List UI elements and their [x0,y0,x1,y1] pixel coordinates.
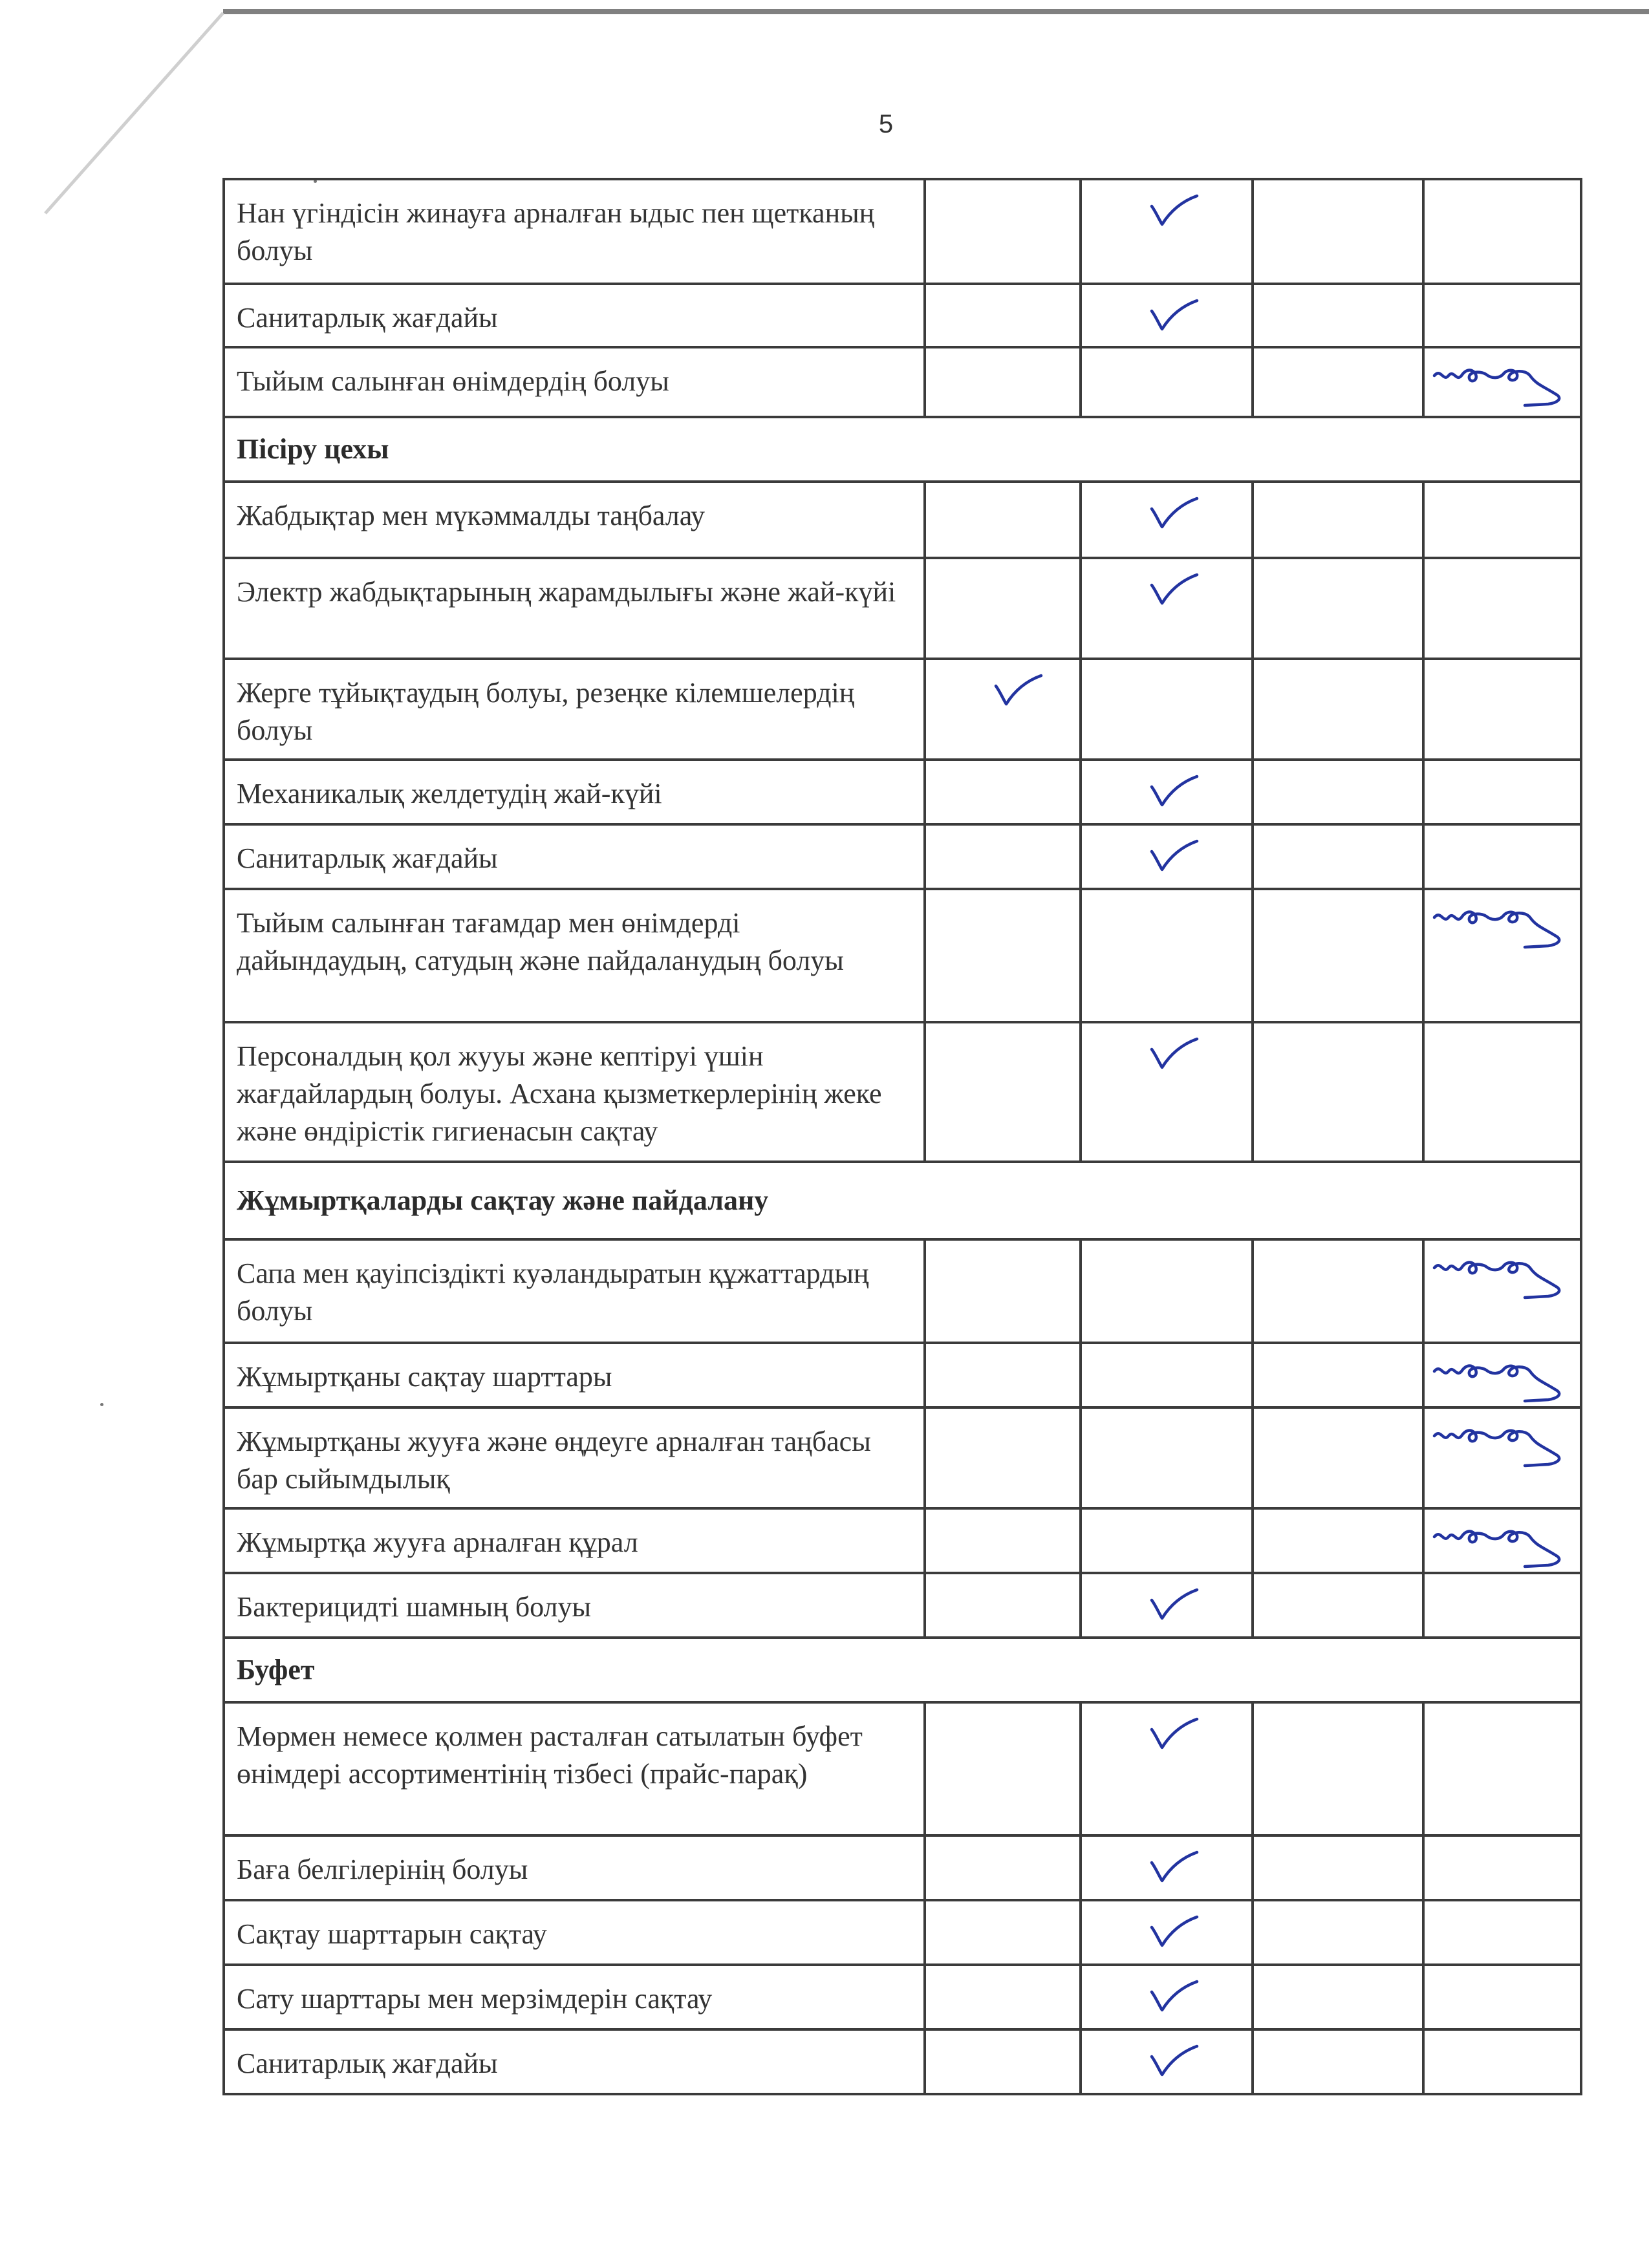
mark-cell-col-3 [1253,482,1423,558]
mark-cell-col-3 [1253,1835,1423,1900]
mark-cell-col-2 [1081,824,1253,889]
check-mark-icon [1147,1848,1205,1897]
criterion-cell: Жабдықтар мен мүкәммалды таңбалау [224,482,925,558]
mark-cell-col-3 [1253,889,1423,1022]
criterion-cell: Механикалық желдетудің жай-күйі [224,760,925,824]
mark-cell-col-3 [1253,1239,1423,1343]
mark-cell-col-2 [1081,1965,1253,2029]
mark-cell-col-2 [1081,889,1253,1022]
mark-cell-col-3 [1253,659,1423,760]
section-header-row [224,417,1581,482]
check-mark-icon [1147,297,1205,345]
mark-cell-col-4 [1423,347,1581,417]
check-mark-icon [1147,192,1205,241]
check-mark-icon [991,672,1049,720]
mark-cell-col-4 [1423,2029,1581,2094]
page-number: 5 [878,110,894,138]
table-row [224,1239,1581,1343]
mark-cell-col-4 [1423,1508,1581,1573]
table-row [224,558,1581,659]
mark-cell-col-1 [925,2029,1081,2094]
check-mark-icon [1147,1035,1205,1084]
mark-cell-col-4 [1423,1573,1581,1638]
criterion-cell: Сақтау шарттарын сақтау [224,1900,925,1965]
mark-cell-col-1 [925,179,1081,284]
criterion-cell: Тыйым салынған тағамдар мен өнімдерді дайындаудың, сатудың және пайдаланудың болуы [224,889,925,1022]
table-row [224,1343,1581,1407]
mark-cell-col-3 [1253,1702,1423,1835]
mark-cell-col-3 [1253,284,1423,347]
section-title: Буфет [224,1638,1581,1702]
check-mark-icon [1147,1913,1205,1962]
mark-cell-col-3 [1253,558,1423,659]
criterion-cell: Сату шарттары мен мерзімдерін сақтау [224,1965,925,2029]
mark-cell-col-2 [1081,2029,1253,2094]
mark-cell-col-1 [925,824,1081,889]
check-mark-icon [1147,495,1205,543]
criterion-cell: Санитарлық жағдайы [224,2029,925,2094]
mark-cell-col-4 [1423,1343,1581,1407]
mark-cell-col-2 [1081,1702,1253,1835]
mark-cell-col-4 [1423,1835,1581,1900]
table-row [224,1022,1581,1162]
mark-cell-col-2 [1081,760,1253,824]
criterion-cell: Мөрмен немесе қолмен расталған сатылатын буфет өнімдері ассортиментінің тізбесі (прайс-парақ) [224,1702,925,1835]
table-row [224,482,1581,558]
check-mark-icon [1147,837,1205,886]
handwritten-note-zhok [1428,1248,1577,1310]
mark-cell-col-1 [925,889,1081,1022]
check-mark-icon [1147,1586,1205,1634]
scan-speck [100,1403,103,1406]
mark-cell-col-2 [1081,482,1253,558]
mark-cell-col-4 [1423,1407,1581,1508]
mark-cell-col-3 [1253,1022,1423,1162]
mark-cell-col-4 [1423,558,1581,659]
section-title: Жұмыртқаларды сақтау және пайдалану [224,1162,1581,1239]
check-mark-icon [1147,2042,1205,2091]
mark-cell-col-1 [925,1900,1081,1965]
mark-cell-col-1 [925,284,1081,347]
criterion-cell: Баға белгілерінің болуы [224,1835,925,1900]
handwritten-note-zhok [1428,1517,1577,1579]
mark-cell-col-4 [1423,1900,1581,1965]
mark-cell-col-1 [925,482,1081,558]
handwritten-note-zhok [1428,898,1577,959]
check-mark-icon [1147,1978,1205,2026]
table-row [224,179,1581,284]
handwritten-note-zhok [1428,1417,1577,1478]
mark-cell-col-4 [1423,1022,1581,1162]
mark-cell-col-2 [1081,1239,1253,1343]
table-row [224,889,1581,1022]
mark-cell-col-2 [1081,1407,1253,1508]
mark-cell-col-4 [1423,824,1581,889]
criterion-cell: Нан үгіндісін жинауға арналған ыдыс пен щетканың болуы [224,179,925,284]
table-row [224,1702,1581,1835]
criterion-cell: Жұмыртқаны сақтау шарттары [224,1343,925,1407]
mark-cell-col-4 [1423,1965,1581,2029]
criterion-cell: Санитарлық жағдайы [224,284,925,347]
mark-cell-col-2 [1081,558,1253,659]
mark-cell-col-3 [1253,347,1423,417]
mark-cell-col-4 [1423,179,1581,284]
mark-cell-col-4 [1423,659,1581,760]
table-row [224,2029,1581,2094]
mark-cell-col-1 [925,558,1081,659]
mark-cell-col-3 [1253,179,1423,284]
check-mark-icon [1147,773,1205,821]
mark-cell-col-2 [1081,1573,1253,1638]
mark-cell-col-1 [925,760,1081,824]
checklist-table [222,178,1582,2095]
table-row [224,347,1581,417]
mark-cell-col-4 [1423,482,1581,558]
mark-cell-col-4 [1423,760,1581,824]
criterion-cell: Санитарлық жағдайы [224,824,925,889]
section-title: Пісіру цехы [224,417,1581,482]
section-header-row [224,1638,1581,1702]
mark-cell-col-2 [1081,1022,1253,1162]
mark-cell-col-1 [925,659,1081,760]
table-row [224,1965,1581,2029]
mark-cell-col-1 [925,1573,1081,1638]
table-row [224,1508,1581,1573]
check-mark-icon [1147,571,1205,619]
criterion-cell: Сапа мен қауіпсіздікті куәландыратын құжаттардың болуы [224,1239,925,1343]
criterion-cell: Тыйым салынған өнімдердің болуы [224,347,925,417]
table-row [224,1573,1581,1638]
mark-cell-col-1 [925,347,1081,417]
mark-cell-col-2 [1081,284,1253,347]
mark-cell-col-2 [1081,1835,1253,1900]
handwritten-note-zhok [1428,356,1577,418]
mark-cell-col-2 [1081,1508,1253,1573]
mark-cell-col-2 [1081,179,1253,284]
table-row [224,1407,1581,1508]
mark-cell-col-1 [925,1343,1081,1407]
mark-cell-col-4 [1423,889,1581,1022]
mark-cell-col-1 [925,1022,1081,1162]
table-row [224,284,1581,347]
mark-cell-col-4 [1423,1702,1581,1835]
mark-cell-col-1 [925,1702,1081,1835]
mark-cell-col-2 [1081,659,1253,760]
mark-cell-col-1 [925,1965,1081,2029]
mark-cell-col-2 [1081,347,1253,417]
table-row [224,1835,1581,1900]
check-mark-icon [1147,1715,1205,1764]
mark-cell-col-3 [1253,2029,1423,2094]
mark-cell-col-3 [1253,1965,1423,2029]
mark-cell-col-3 [1253,824,1423,889]
criterion-cell: Жұмыртқаны жууға және өңдеуге арналған таңбасы бар сыйымдылық [224,1407,925,1508]
criterion-cell: Электр жабдықтарының жарамдылығы және жай-күйі [224,558,925,659]
mark-cell-col-1 [925,1407,1081,1508]
criterion-cell: Персоналдың қол жууы және кептіруі үшін жағдайлардың болуы. Асхана қызметкерлерінің жеке және өндірістік гигиенасын сақтау [224,1022,925,1162]
mark-cell-col-2 [1081,1900,1253,1965]
mark-cell-col-4 [1423,284,1581,347]
table-row [224,659,1581,760]
criterion-cell: Жерге тұйықтаудың болуы, резеңке кілемшелердің болуы [224,659,925,760]
mark-cell-col-4 [1423,1239,1581,1343]
checklist-body [224,179,1581,2094]
mark-cell-col-3 [1253,1900,1423,1965]
mark-cell-col-3 [1253,1407,1423,1508]
criterion-cell: Бактерицидті шамның болуы [224,1573,925,1638]
mark-cell-col-3 [1253,1573,1423,1638]
mark-cell-col-1 [925,1508,1081,1573]
table-row [224,760,1581,824]
criterion-cell: Жұмыртқа жууға арналған құрал [224,1508,925,1573]
mark-cell-col-3 [1253,760,1423,824]
mark-cell-col-2 [1081,1343,1253,1407]
mark-cell-col-3 [1253,1508,1423,1573]
section-header-row [224,1162,1581,1239]
mark-cell-col-1 [925,1239,1081,1343]
table-row [224,824,1581,889]
mark-cell-col-3 [1253,1343,1423,1407]
handwritten-note-zhok [1428,1352,1577,1413]
table-row [224,1900,1581,1965]
mark-cell-col-1 [925,1835,1081,1900]
